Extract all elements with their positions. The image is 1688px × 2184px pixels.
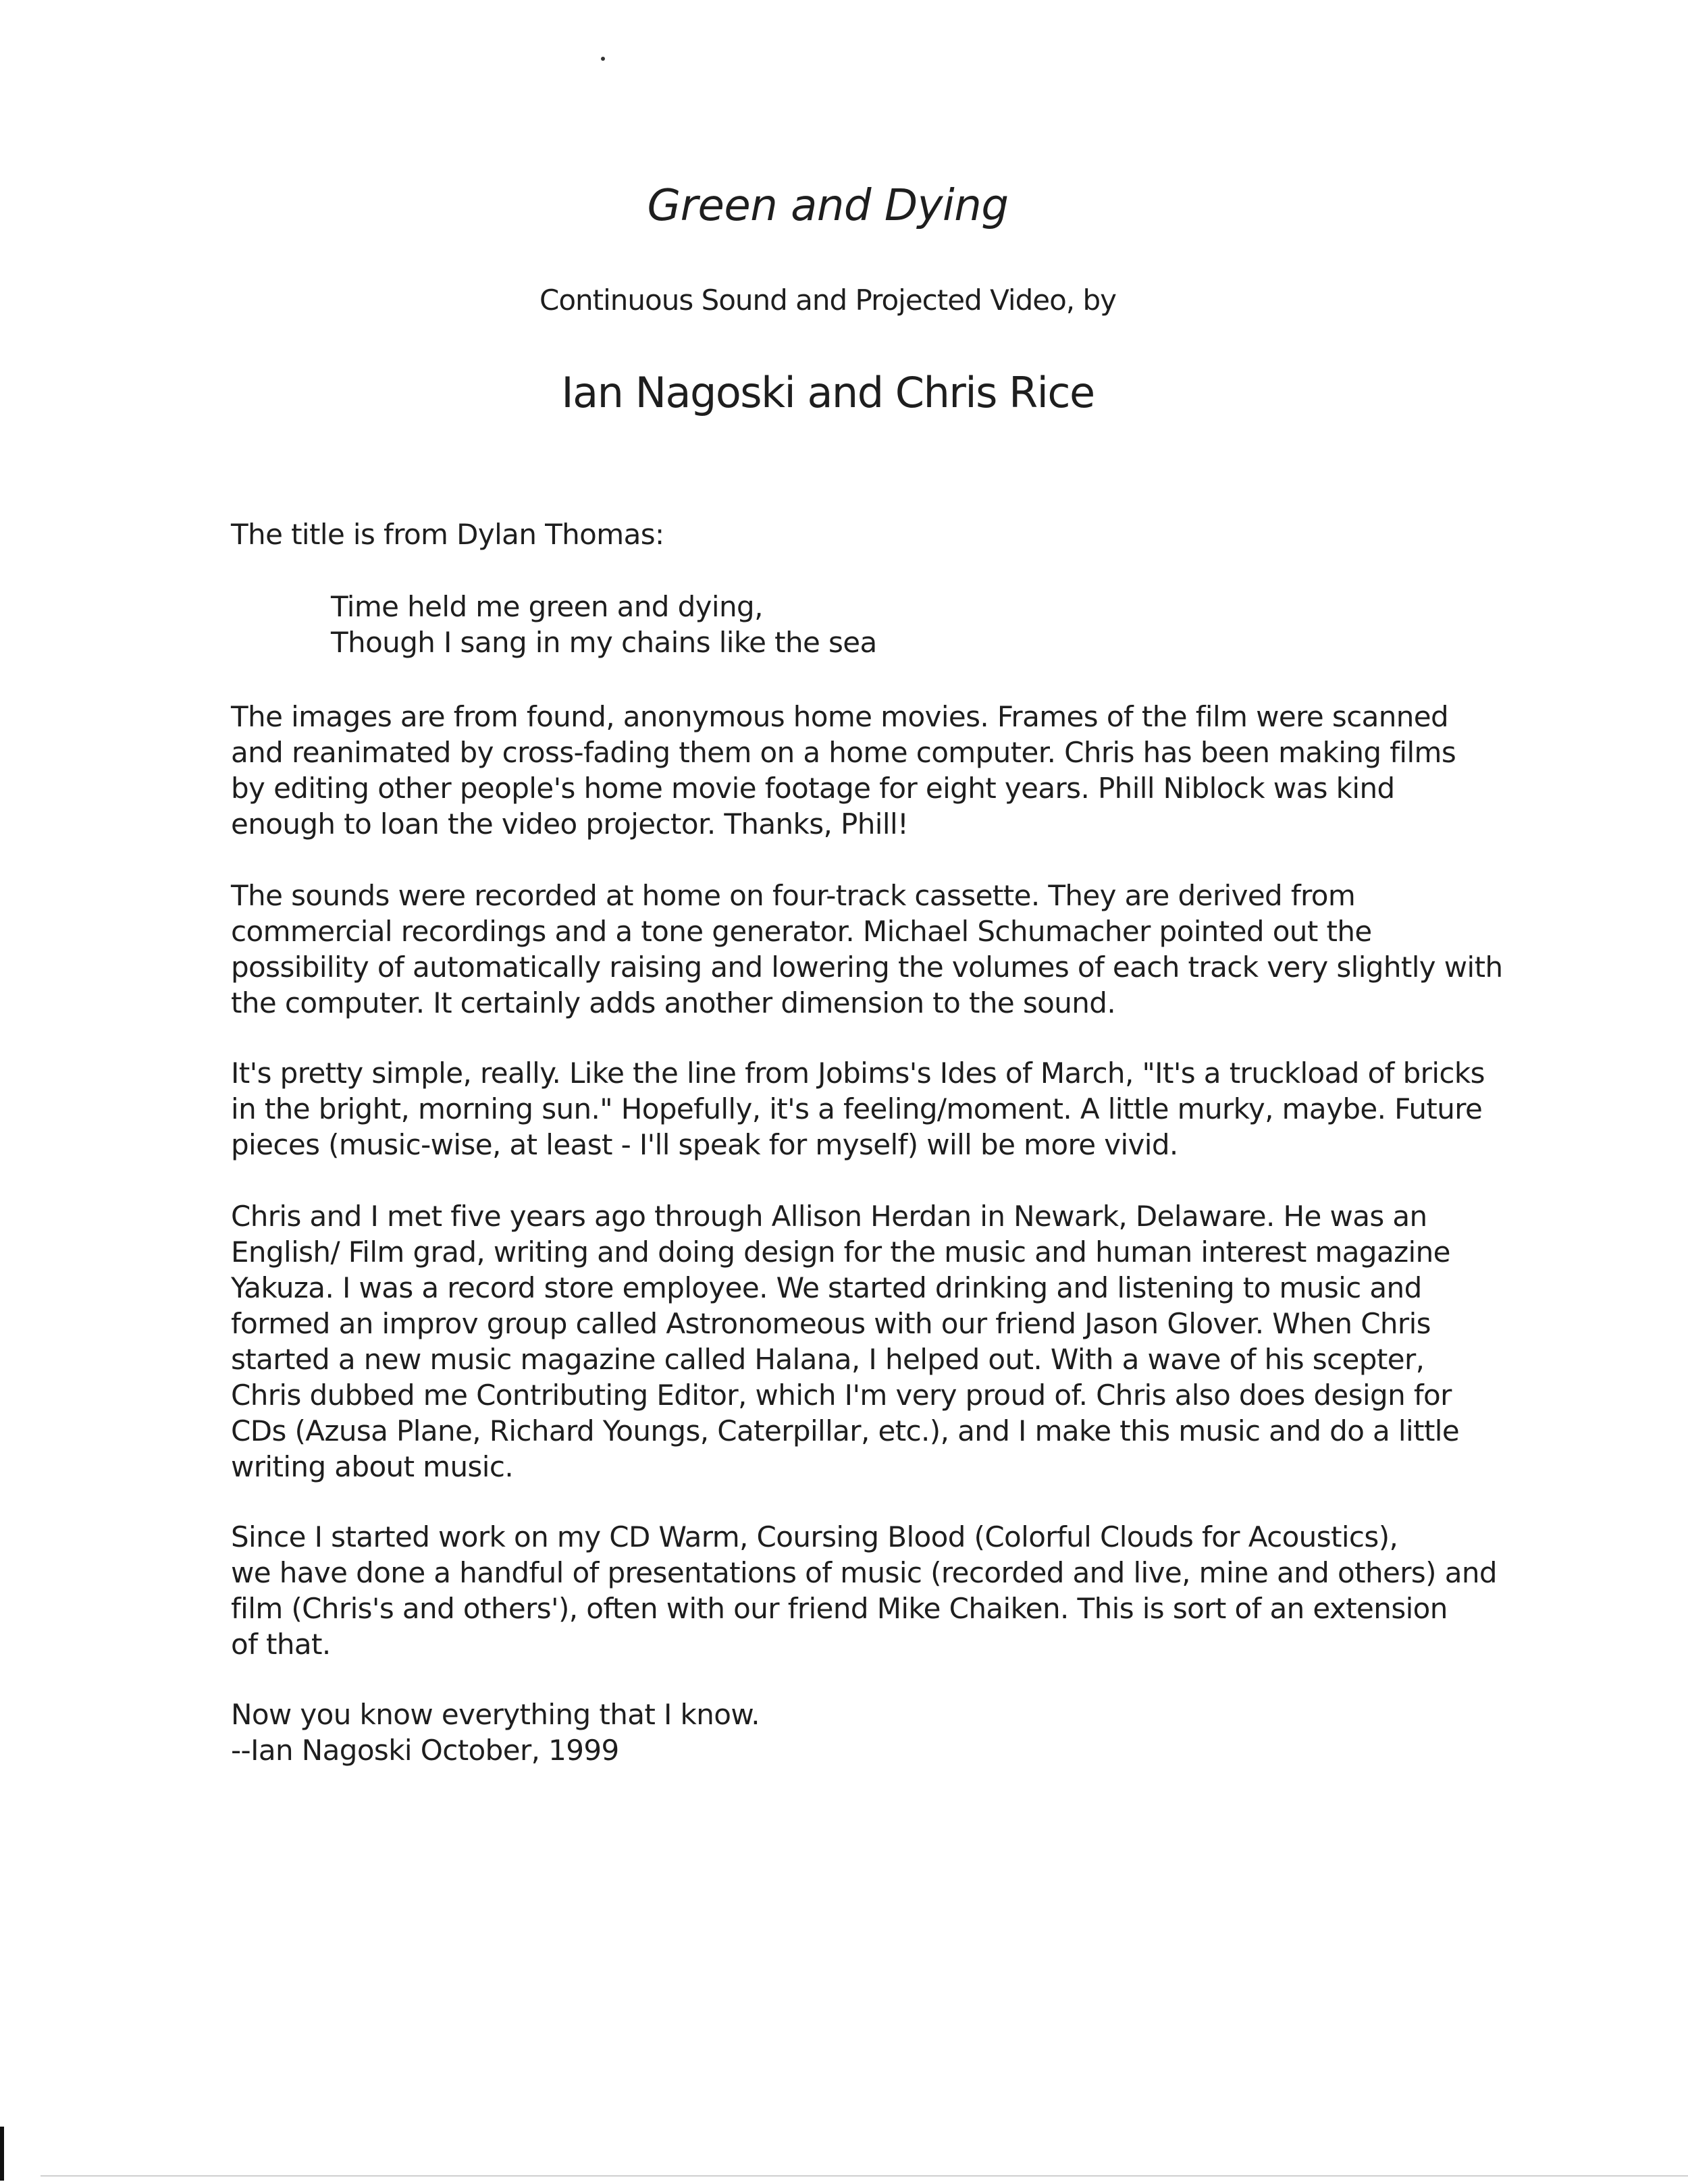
closing-signature — [231, 1697, 1473, 1768]
paragraph-line: The images are from found, anonymous home movies. Frames of the film were scanned — [231, 700, 1449, 733]
paragraph-line: Chris and I met five years ago through Allison Herdan in Newark, Delaware. He was an — [231, 1200, 1427, 1233]
paragraph-line: by editing other people's home movie footage for eight years. Phill Niblock was kind — [231, 772, 1395, 805]
paragraph-line: formed an improv group called Astronomeous with our friend Jason Glover. When Chris — [231, 1307, 1431, 1340]
paragraph-presentations — [231, 1519, 1497, 1662]
paragraph-line: English/ Film grad, writing and doing design for the music and human interest magazine — [231, 1235, 1450, 1269]
paragraph-simple — [231, 1055, 1485, 1163]
paragraph-line: It's pretty simple, really. Like the line from Jobims's Ides of March, "It's a truckload of bricks — [231, 1057, 1485, 1090]
paragraph-line: commercial recordings and a tone generator. Michael Schumacher pointed out the — [231, 915, 1372, 948]
signature-line: --Ian Nagoski October, 1999 — [231, 1734, 619, 1767]
paragraph-line: we have done a handful of presentations of music (recorded and live, mine and others) and — [231, 1556, 1497, 1589]
intro-line: The title is from Dylan Thomas: — [231, 518, 664, 551]
poem-line: Time held me green and dying, — [331, 590, 763, 623]
scan-edge-mark — [0, 2127, 4, 2181]
paragraph-line: CDs (Azusa Plane, Richard Youngs, Caterpillar, etc.), and I make this music and do a little — [231, 1414, 1460, 1447]
paragraph-line: in the bright, morning sun." Hopefully, it's a feeling/moment. A little murky, maybe. Future — [231, 1092, 1483, 1125]
scan-bottom-edge — [41, 2175, 1688, 2177]
document-title: Green and Dying — [647, 181, 1009, 231]
paragraph-line: The sounds were recorded at home on four-track cassette. They are derived from — [231, 879, 1356, 912]
paragraph-line: the computer. It certainly adds another dimension to the sound. — [231, 986, 1116, 1019]
paragraph-line: Since I started work on my CD Warm, Coursing Blood (Colorful Clouds for Acoustics), — [231, 1520, 1398, 1553]
scan-speck — [601, 57, 605, 61]
paragraph-line: pieces (music-wise, at least - I'll speak for myself) will be more vivid. — [231, 1128, 1178, 1161]
poem-line: Though I sang in my chains like the sea — [331, 626, 877, 659]
paragraph-images — [231, 699, 1473, 842]
paragraph-line: Yakuza. I was a record store employee. We started drinking and listening to music and — [231, 1271, 1422, 1304]
paragraph-line: started a new music magazine called Halana, I helped out. With a wave of his scepter, — [231, 1343, 1425, 1376]
paragraph-history — [231, 1198, 1473, 1485]
paragraph-line: film (Chris's and others'), often with our friend Mike Chaiken. This is sort of an extension — [231, 1592, 1448, 1625]
document-authors: Ian Nagoski and Chris Rice — [561, 368, 1094, 417]
closing-line: Now you know everything that I know. — [231, 1698, 760, 1731]
paragraph-line: enough to loan the video projector. Thanks, Phill! — [231, 807, 909, 841]
paragraph-line: possibility of automatically raising and lowering the volumes of each track very slightly with — [231, 951, 1503, 984]
paragraph-line: of that. — [231, 1628, 331, 1661]
paragraph-sounds — [231, 878, 1503, 1021]
paragraph-line: writing about music. — [231, 1450, 514, 1483]
paragraph-line: Chris dubbed me Contributing Editor, which I'm very proud of. Chris also does design for — [231, 1379, 1452, 1412]
document-subtitle: Continuous Sound and Projected Video, by — [539, 284, 1116, 317]
poem-quote — [331, 589, 1573, 660]
paragraph-line: and reanimated by cross-fading them on a home computer. Chris has been making films — [231, 736, 1456, 769]
